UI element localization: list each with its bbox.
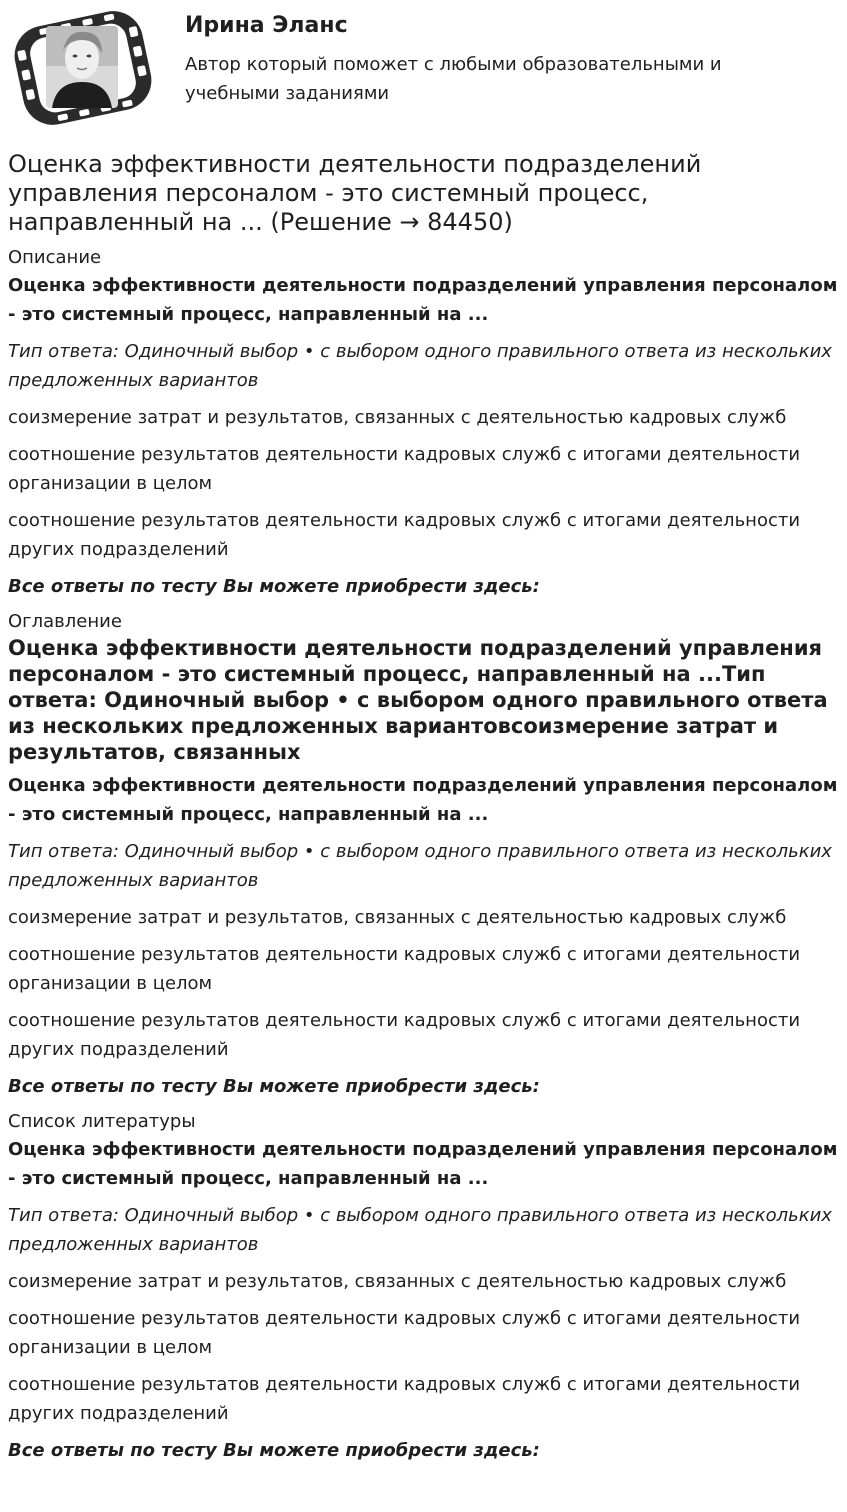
answer-type: Тип ответа: Одиночный выбор • с выбором одного правильного ответа из нескольких предложенных вариантов: [8, 1205, 832, 1255]
toc-heading: Оценка эффективности деятельности подразделений управления персоналом - это системный процесс, направленный на ...Тип ответа: Одиночный выбор • с выбором одного правильного ответа из нескольких предложенных вариантовсоизмерение затрат и результатов, связанных: [8, 636, 828, 764]
answer-type: Тип ответа: Одиночный выбор • с выбором одного правильного ответа из нескольких предложенных вариантов: [8, 341, 832, 391]
question-text: Оценка эффективности деятельности подразделений управления персоналом - это системный процесс, направленный на ...: [8, 1139, 838, 1189]
section-label-references: Список литературы: [8, 1111, 196, 1132]
section-label-description: Описание: [8, 247, 102, 268]
answer-option: соотношение результатов деятельности кадровых служб с итогами деятельности других подразделений: [8, 1374, 801, 1424]
references-section: [8, 1109, 839, 1465]
answer-option: соизмерение затрат и результатов, связанных с деятельностью кадровых служб: [8, 1271, 787, 1292]
author-info: [185, 8, 785, 108]
question-text: Оценка эффективности деятельности подразделений управления персоналом - это системный процесс, направленный на ...: [8, 275, 838, 325]
answer-option: соотношение результатов деятельности кадровых служб с итогами деятельности других подразделений: [8, 510, 801, 560]
avatar[interactable]: [8, 8, 158, 128]
avatar-film-frame-icon: [8, 8, 158, 128]
author-description: Автор который поможет с любыми образовательными и учебными заданиями: [185, 54, 722, 104]
answer-option: соотношение результатов деятельности кадровых служб с итогами деятельности организации в целом: [8, 944, 801, 994]
answer-type: Тип ответа: Одиночный выбор • с выбором одного правильного ответа из нескольких предложенных вариантов: [8, 841, 832, 891]
answer-option: соизмерение затрат и результатов, связанных с деятельностью кадровых служб: [8, 907, 787, 928]
question-text: Оценка эффективности деятельности подразделений управления персоналом - это системный процесс, направленный на ...: [8, 775, 838, 825]
description-section: [8, 245, 839, 601]
author-card: [8, 0, 839, 130]
answer-option: соотношение результатов деятельности кадровых служб с итогами деятельности организации в целом: [8, 1308, 801, 1358]
author-name[interactable]: Ирина Эланс: [185, 13, 348, 38]
buy-answers-link[interactable]: Все ответы по тесту Вы можете приобрести здесь:: [8, 1440, 540, 1461]
buy-answers-link[interactable]: Все ответы по тесту Вы можете приобрести здесь:: [8, 1076, 540, 1097]
page-title: Оценка эффективности деятельности подразделений управления персоналом - это системный процесс, направленный на ... (Решение → 84450): [8, 150, 702, 236]
buy-answers-link[interactable]: Все ответы по тесту Вы можете приобрести здесь:: [8, 576, 540, 597]
section-label-toc: Оглавление: [8, 611, 122, 632]
answer-option: соизмерение затрат и результатов, связанных с деятельностью кадровых служб: [8, 407, 787, 428]
answer-option: соотношение результатов деятельности кадровых служб с итогами деятельности других подразделений: [8, 1010, 801, 1060]
answer-option: соотношение результатов деятельности кадровых служб с итогами деятельности организации в целом: [8, 444, 801, 494]
toc-section: [8, 609, 839, 1101]
